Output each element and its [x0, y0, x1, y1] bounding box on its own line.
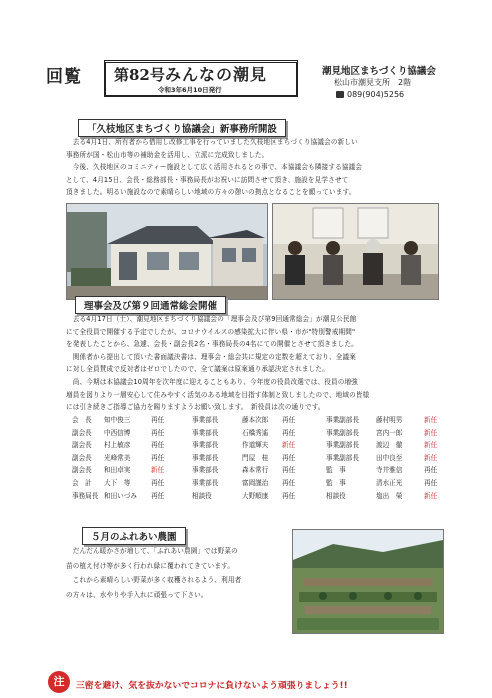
officer-status: 再任	[151, 416, 165, 424]
officer-role: 事業部長	[192, 416, 219, 424]
officer-name: 大野順康	[242, 491, 269, 500]
section3-paragraph: の方々は、水やりや手入れに頑張って下さい。	[66, 590, 208, 599]
section1-paragraph: として、4月15日、会長・総務部長・事務局長がお祝いに訪問させて頂き、施設を見学させて	[66, 175, 349, 184]
officer-role: 監 事	[326, 466, 346, 475]
officer-role: 事業部長	[192, 428, 219, 437]
section2-paragraph: 去る4月17日（土）、潮見地区まちづくり協議会の「理事会及び第9回通常総会」が潮見公民館	[66, 315, 357, 323]
officer-status: 再任	[151, 428, 165, 437]
officer-name: 光峰常美	[104, 453, 131, 462]
section2-paragraph: に対し全員賛成で反対者はゼロでしたので、全て議案は原案通り承認決定されました。	[66, 365, 329, 374]
officer-role: 事業副部長	[326, 453, 359, 462]
section2-paragraph: 増員を図りより一層安心して住みやすく活気のある地域を目指す体制と致しましたので、地域の皆様	[66, 390, 370, 399]
officer-name: 塩出 榮	[376, 491, 403, 500]
officer-role: 副会長	[72, 453, 92, 462]
officer-role: 事業部長	[192, 466, 219, 475]
section3-paragraph: 苗の植え付け等が多く行われ緑に覆われてきています。	[66, 561, 235, 570]
section2-paragraph: 関係者から提出して頂いた書面議決書は、理事会・総会共に規定の定数を超えており、全議案	[66, 352, 356, 361]
officer-name: 中西信博	[104, 428, 131, 437]
officer-name: 渡辺 徹	[376, 441, 403, 450]
section1-paragraph: 事務所が国・松山市等の補助金を活用し、立派に完成致しました。	[66, 150, 269, 159]
officer-status: 新任	[424, 453, 438, 462]
officer-name: 大下 等	[104, 479, 131, 487]
officer-name: 宮内一郎	[376, 428, 403, 437]
officer-name: 作道輝夫	[242, 441, 269, 450]
section2-title: 理事会及び第９回通常総会開催	[75, 296, 226, 314]
officer-role: 会 長	[72, 416, 92, 424]
section3-paragraph: だんだん暖かさが増して、「ふれあい農園」では野菜の	[66, 547, 238, 555]
officer-status: 新任	[282, 441, 296, 450]
officer-name: 田中良至	[376, 453, 403, 462]
section1-paragraph: 去る4月1日、所有者から借用し改修工事を行っていました久枝地区まちづくり協議会の新しい	[66, 138, 358, 146]
publish-date: 令和3年6月10日発行	[158, 86, 222, 94]
officer-role: 事業部長	[192, 453, 219, 462]
officer-status: 再任	[151, 491, 165, 500]
officer-role: 事業副部長	[326, 441, 359, 450]
officer-name: 石橋秀遙	[242, 428, 269, 437]
organization-address: 松山市潮見支所 2階	[334, 78, 412, 87]
officer-role: 事業副部長	[326, 428, 359, 437]
visit-photo	[272, 203, 439, 300]
officer-name: 門屋 桂	[242, 453, 269, 462]
newsletter-name: みんなの潮見	[165, 65, 268, 84]
section2-body	[66, 313, 448, 414]
closing-message: 三密を避け、気を抜かないでコロナに負けないよう頑張りましょう!!	[76, 681, 348, 691]
officer-status: 再任	[424, 479, 438, 487]
section1-paragraph: 頂きました。明るい施設なので素晴らしい地域の方々の憩いの拠点となることを願っています。	[66, 188, 356, 197]
officer-name: 藤村明男	[376, 416, 403, 424]
officer-name: 知中俊三	[104, 416, 131, 424]
officer-name: 和田いづみ	[104, 491, 137, 500]
officer-table	[72, 414, 452, 506]
phone-icon	[336, 91, 344, 98]
section2-paragraph: を発表したことから、急遽、会長・副会長2名・事務局長の4名にての開催とさせて頂きました。	[66, 340, 358, 349]
officer-status: 新任	[424, 441, 438, 450]
section1-body	[66, 136, 446, 199]
officer-name: 和田卓実	[104, 466, 131, 475]
section3-body	[66, 544, 286, 602]
officer-role: 事務局長	[72, 491, 99, 500]
officer-role: 会 計	[72, 479, 92, 487]
organization-phone: 089(904)5256	[347, 90, 405, 99]
section1-title: 「久枝地区まちづくり協議会」新事務所開設	[78, 119, 286, 137]
officer-status: 再任	[282, 466, 296, 475]
attention-icon: 注	[48, 671, 70, 693]
officer-name: 清水正光	[376, 479, 403, 487]
section2-paragraph: にて全役員で開催する予定でしたが、コロナウイルスの感染拡大に伴い県・市が"特別警戒期間"	[66, 327, 356, 336]
officer-role: 副会長	[72, 466, 92, 475]
kairan-label: 回覧	[46, 67, 82, 87]
issue-number: 第82号	[114, 66, 165, 84]
officer-status: 新任	[424, 491, 438, 500]
office-building-photo	[66, 203, 268, 300]
section2-paragraph: 尚、今期は本協議会10周年を次年度に迎えることもあり、今年度の役員改選では、役員の増強	[66, 377, 358, 386]
officer-status: 再任	[282, 491, 296, 500]
officer-name: 藤本次郎	[242, 416, 269, 424]
officer-name: 村上敏彦	[104, 441, 131, 450]
section3-title: ５月のふれあい農園	[82, 527, 186, 545]
officer-name: 富岡謹治	[242, 479, 269, 487]
officer-status: 再任	[282, 416, 296, 424]
farm-photo	[292, 529, 444, 634]
officer-status: 新任	[424, 428, 438, 437]
officer-role: 事業部長	[192, 441, 219, 450]
organization-name: 潮見地区まちづくり協議会	[322, 66, 436, 77]
officer-role: 監 事	[326, 479, 346, 487]
officer-status: 再任	[282, 479, 296, 487]
officer-role: 相談役	[326, 491, 346, 500]
officer-status: 再任	[282, 428, 296, 437]
officer-role: 相談役	[192, 491, 212, 500]
section2-paragraph: には引き続きご指導ご協力を賜りますようお願い致します。 新役員は次の通りです。	[66, 403, 325, 412]
officer-name: 寺井雅信	[376, 466, 403, 475]
officer-role: 事業部長	[192, 479, 219, 487]
officer-status: 再任	[151, 441, 165, 450]
officer-status: 新任	[151, 466, 165, 475]
officer-status: 再任	[282, 453, 296, 462]
officer-status: 再任	[151, 453, 165, 462]
section1-paragraph: 今後、久枝地区のコミニティー施設として広く活用されるとの事で、本協議会も隣接する協議会	[66, 163, 363, 172]
officer-name: 森本常行	[242, 466, 269, 475]
section3-paragraph: これから素晴らしい野菜が多く収穫されるよう、利用者	[66, 576, 242, 584]
officer-role: 事業副部長	[326, 416, 359, 424]
officer-role: 副会長	[72, 428, 92, 437]
officer-status: 新任	[424, 416, 438, 424]
officer-role: 副会長	[72, 441, 92, 450]
officer-status: 再任	[424, 466, 438, 475]
officer-status: 再任	[151, 479, 165, 487]
